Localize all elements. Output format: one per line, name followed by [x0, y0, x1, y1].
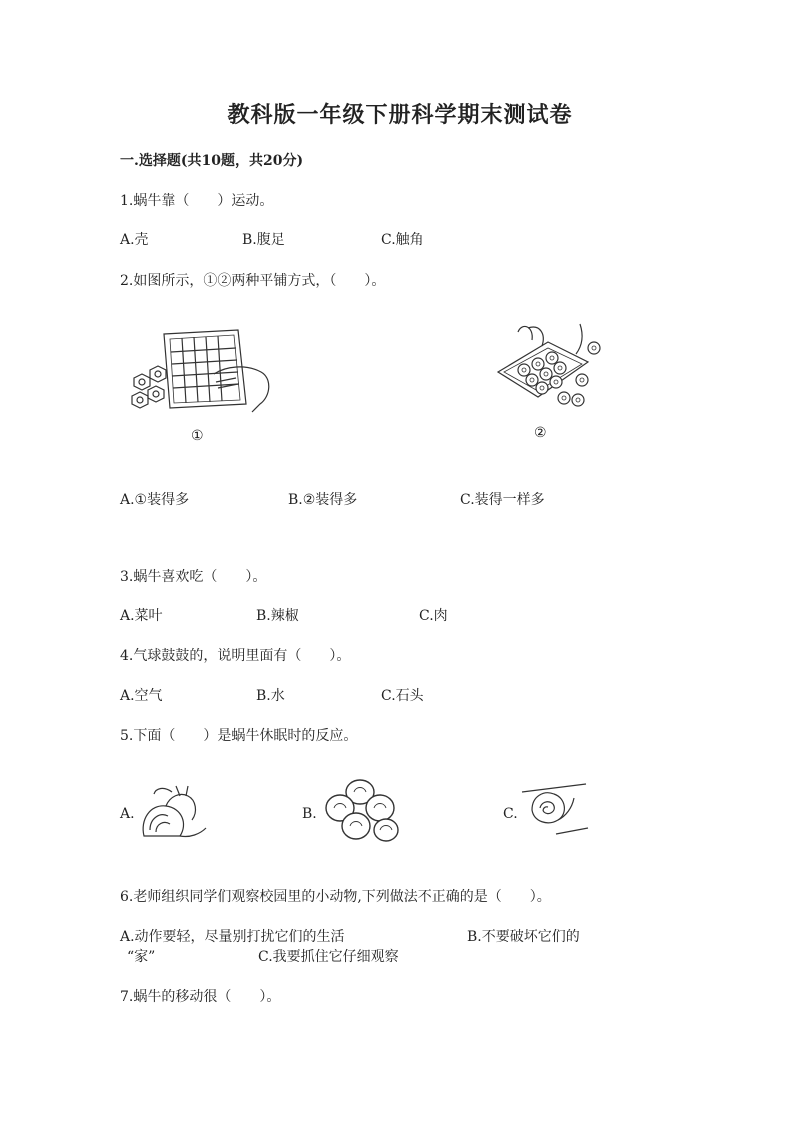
question-6-stem: 6.老师组织同学们观察校园里的小动物,下列做法不正确的是（ ）。	[120, 889, 551, 905]
tiling-figure-2	[488, 322, 613, 422]
snail-on-stem-icon	[520, 780, 590, 840]
q3-option-b[interactable]: B.辣椒	[256, 608, 299, 624]
snails-cluster-icon	[320, 774, 402, 844]
snail-stretched-icon	[136, 784, 208, 842]
figure-1-label: ①	[191, 428, 204, 444]
question-2-stem: 2.如图所示，①②两种平铺方式，（ ）。	[120, 273, 386, 289]
question-4-stem: 4.气球鼓鼓的，说明里面有（ ）。	[120, 648, 351, 664]
q3-option-c[interactable]: C.肉	[419, 608, 448, 624]
question-7-stem: 7.蜗牛的移动很（ ）。	[120, 989, 281, 1005]
q2-option-a[interactable]: A.①装得多	[120, 492, 190, 508]
q6-option-b-continued: “家”	[127, 949, 156, 965]
question-3-stem: 3.蜗牛喜欢吃（ ）。	[120, 569, 267, 585]
q4-option-c[interactable]: C.石头	[381, 688, 424, 704]
q5-option-a[interactable]: A.	[120, 806, 135, 822]
question-5-stem: 5.下面（ ）是蜗牛休眠时的反应。	[120, 728, 358, 744]
q2-option-c[interactable]: C.装得一样多	[460, 492, 545, 508]
q1-option-c[interactable]: C.触角	[381, 232, 424, 248]
q4-option-b[interactable]: B.水	[256, 688, 285, 704]
page-title: 教科版一年级下册科学期末测试卷	[227, 102, 573, 128]
q5-option-c[interactable]: C.	[503, 806, 518, 822]
q2-option-b[interactable]: B.②装得多	[288, 492, 358, 508]
q3-option-a[interactable]: A.菜叶	[120, 608, 163, 624]
q6-option-b[interactable]: B.不要破坏它们的	[467, 929, 580, 945]
q1-option-b[interactable]: B.腹足	[242, 232, 285, 248]
section-heading: 一.选择题(共10题，共20分)	[120, 153, 304, 169]
q6-option-c[interactable]: C.我要抓住它仔细观察	[258, 949, 399, 965]
q4-option-a[interactable]: A.空气	[120, 688, 163, 704]
question-1-stem: 1.蜗牛靠（ ）运动。	[120, 193, 274, 209]
tiling-figure-1	[126, 324, 276, 419]
q5-option-b[interactable]: B.	[302, 806, 317, 822]
q1-option-a[interactable]: A.壳	[120, 232, 149, 248]
figure-2-label: ②	[534, 425, 547, 441]
q6-option-a[interactable]: A.动作要轻，尽量别打扰它们的生活	[120, 929, 345, 945]
